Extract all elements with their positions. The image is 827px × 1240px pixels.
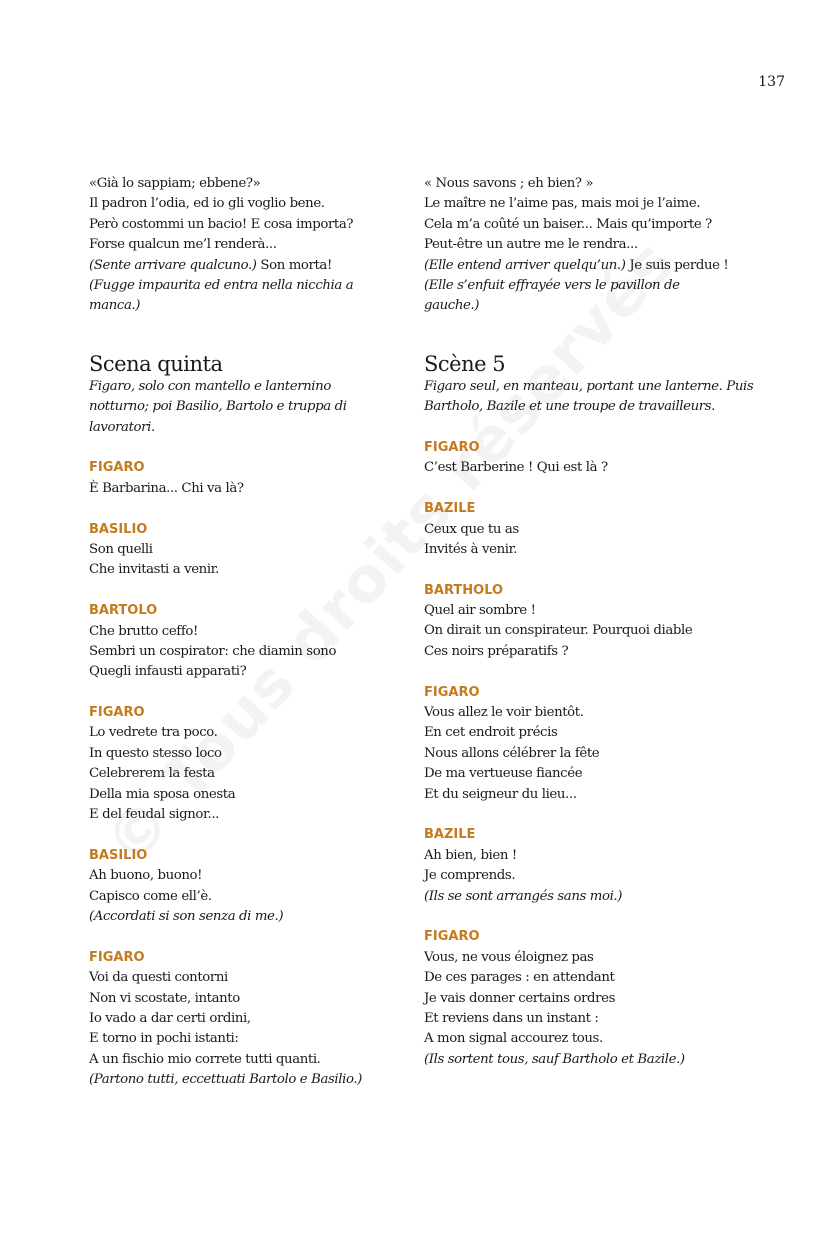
spacer [424, 317, 774, 349]
dialogue-line: In questo stesso loco [89, 745, 222, 761]
dialogue-line: Sembri un cospirator: che diamin sono [89, 643, 337, 659]
dialogue-line: A un fischio mio correte tutti quanti. [89, 1051, 321, 1067]
stage-direction: (Accordati si son senza di me.) [89, 908, 284, 924]
scene-description: Figaro, solo con mantello e lanternino notturno; poi Basilio, Bartolo e truppa di lavoratori. [89, 378, 347, 435]
stage-direction: (Partono tutti, eccettuati Bartolo e Basilio.) [89, 1072, 362, 1088]
dialogue-line: Che brutto ceffo! [89, 623, 198, 639]
dialogue-line: Celebrerem la festa [89, 766, 215, 782]
dialogue-line: Vous, ne vous éloignez pas [424, 949, 594, 965]
dialogue-line: Voi da questi contorni [89, 970, 228, 986]
dialogue-line: Capisco come ell’è. [89, 888, 212, 904]
intro-line: Peut-être un autre me le rendra... [424, 237, 638, 253]
spacer [424, 662, 774, 682]
speaker-name: BASILIO [89, 521, 148, 537]
intro-line-text: Je suis perdue ! [625, 257, 729, 273]
dialogue-line: A mon signal accourez tous. [424, 1031, 603, 1047]
speaker-name: FIGARO [424, 439, 480, 455]
speaker-name: FIGARO [89, 460, 145, 476]
dialogue-line: Nous allons célébrer la fête [424, 745, 600, 761]
spacer [89, 825, 399, 845]
spacer [89, 317, 399, 349]
scene-title: Scena quinta [89, 351, 223, 376]
intro-line [89, 256, 399, 276]
speaker-name: FIGARO [424, 929, 480, 945]
spacer [89, 683, 399, 703]
italian-column [89, 174, 399, 1090]
scene-description: Figaro seul, en manteau, portant une lanterne. Puis Bartholo, Bazile et une troupe de travailleurs. [424, 378, 754, 415]
spacer [424, 479, 774, 499]
stage-direction: (Ils se sont arrangés sans moi.) [424, 888, 623, 904]
intro-line: Le maître ne l’aime pas, mais moi je l’aime. [424, 196, 701, 212]
dialogue-line: En cet endroit précis [424, 725, 558, 741]
dialogue-line: Quel air sombre ! [424, 603, 536, 619]
dialogue-line: Et du seigneur du lieu... [424, 786, 577, 802]
dialogue-line: Quegli infausti apparati? [89, 664, 247, 680]
speaker-name: FIGARO [89, 705, 145, 721]
scene-title: Scène 5 [424, 351, 506, 376]
intro-line: Cela m’a coûté un baiser... Mais qu’importe ? [424, 216, 712, 232]
dialogue-line: Che invitasti a venir. [89, 562, 220, 578]
spacer [89, 581, 399, 601]
dialogue-line: Lo vedrete tra poco. [89, 725, 218, 741]
dialogue-line: Vous allez le voir bientôt. [424, 705, 584, 721]
dialogue-line: Della mia sposa onesta [89, 786, 236, 802]
spacer [89, 499, 399, 519]
dialogue-line: Ah bien, bien ! [424, 847, 517, 863]
spacer [424, 418, 774, 438]
dialogue-line: De ces parages : en attendant [424, 970, 615, 986]
spacer [89, 438, 399, 458]
stage-direction: (Elle entend arriver quelqu’un.) [424, 257, 626, 273]
intro-line: Forse qualcun me’l renderà... [89, 237, 277, 253]
dialogue-line: Invités à venir. [424, 541, 517, 557]
dialogue-line: Ces noirs préparatifs ? [424, 643, 569, 659]
dialogue-line: E del feudal signor... [89, 807, 219, 823]
intro-line-text: Son morta! [256, 257, 332, 273]
dialogue-line: C’est Barberine ! Qui est là ? [424, 460, 608, 476]
stage-direction: (Elle s’enfuit effrayée vers le pavillon de gauche.) [424, 277, 680, 314]
intro-line: Però costommi un bacio! E cosa importa? [89, 216, 354, 232]
stage-direction: (Fugge impaurita ed entra nella nicchia a manca.) [89, 277, 354, 314]
speaker-name: BARTHOLO [424, 582, 504, 598]
french-column [424, 174, 774, 1070]
intro-line [424, 256, 774, 276]
dialogue-line: Ah buono, buono! [89, 868, 203, 884]
speaker-name: FIGARO [424, 684, 480, 700]
dialogue-line: Ceux que tu as [424, 521, 519, 537]
intro-line: « Nous savons ; eh bien? » [424, 176, 594, 191]
dialogue-line: Io vado a dar certi ordini, [89, 1010, 251, 1026]
dialogue-line: Son quelli [89, 541, 153, 557]
speaker-name: FIGARO [89, 949, 145, 965]
intro-line: Il padron l’odia, ed io gli voglio bene. [89, 196, 325, 212]
intro-line: «Già lo sappiam; ebbene?» [89, 176, 261, 191]
dialogue-line: On dirait un conspirateur. Pourquoi diable [424, 623, 693, 639]
stage-direction: (Ils sortent tous, sauf Bartholo et Bazile.) [424, 1051, 685, 1067]
dialogue-line: Je comprends. [424, 868, 516, 884]
page-number: 137 [758, 74, 785, 90]
dialogue-line: Et reviens dans un instant : [424, 1010, 599, 1026]
spacer [89, 927, 399, 947]
speaker-name: BARTOLO [89, 603, 158, 619]
speaker-name: BAZILE [424, 501, 476, 517]
dialogue-line: È Barbarina... Chi va là? [89, 480, 244, 496]
spacer [424, 805, 774, 825]
dialogue-line: Non vi scostate, intanto [89, 990, 240, 1006]
speaker-name: BAZILE [424, 827, 476, 843]
stage-direction: (Sente arrivare qualcuno.) [89, 257, 257, 273]
spacer [424, 560, 774, 580]
dialogue-line: Je vais donner certains ordres [424, 990, 615, 1006]
dialogue-line: De ma vertueuse fiancée [424, 766, 583, 782]
dialogue-line: E torno in pochi istanti: [89, 1031, 239, 1047]
spacer [424, 907, 774, 927]
speaker-name: BASILIO [89, 847, 148, 863]
